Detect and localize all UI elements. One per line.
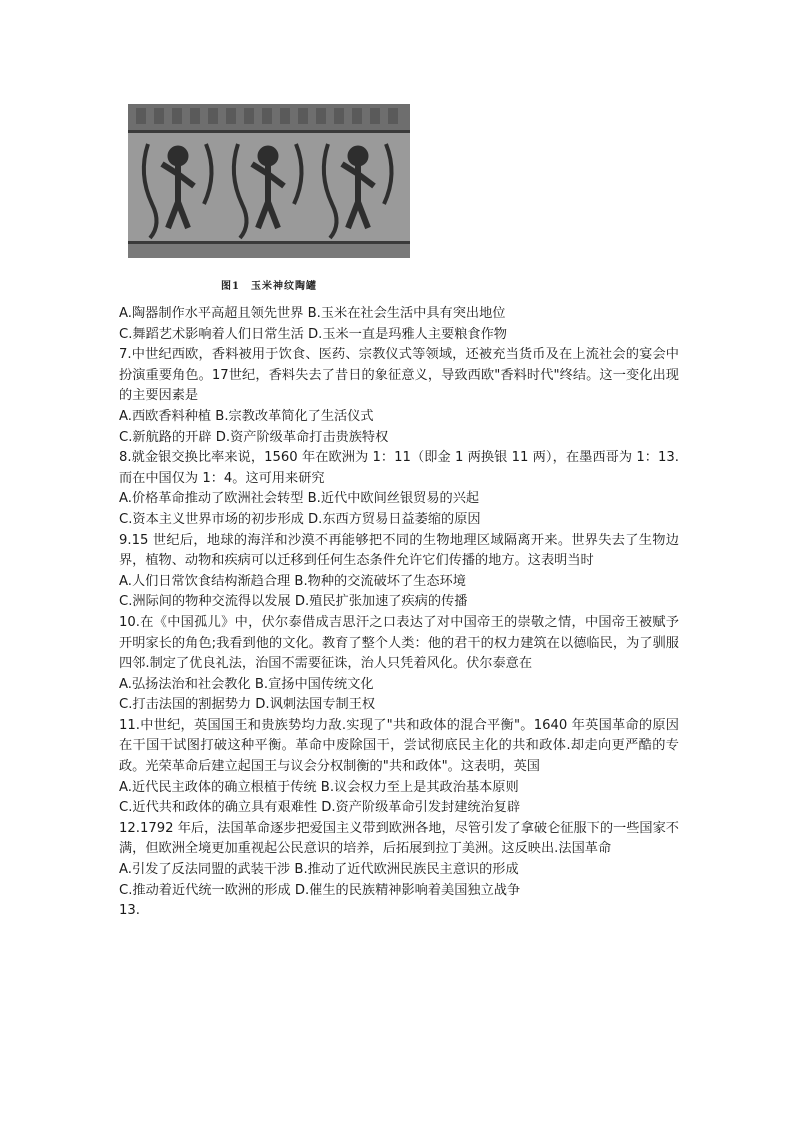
option-line: C.推动着近代统一欧洲的形成 D.催生的民族精神影响着美国独立战争 <box>119 882 521 898</box>
option-line: C.资本主义世界市场的初步形成 D.东西方贸易日益萎缩的原因 <box>119 511 481 527</box>
question-number: 13. <box>119 903 140 919</box>
question-stem: 10.在《中国孤儿》中，伏尔泰借成吉思汗之口表达了对中国帝王的崇敬之情，中国帝王被赋予开明家长的角色;我看到他的文化。教育了整个人类：他的君干的权力建筑在以德临民，为了驯服四邻.制定了优良礼法，治国不需要征诛，治人只凭着风化。伏尔泰意在 <box>119 614 679 672</box>
option-line: A.弘扬法治和社会教化 B.宣扬中国传统文化 <box>119 676 374 692</box>
option-line: C.新航路的开辟 D.资产阶级革命打击贵族特权 <box>119 429 389 445</box>
option-line: C.洲际间的物种交流得以发展 D.殖民扩张加速了疾病的传播 <box>119 594 468 610</box>
question-stem: 11.中世纪，英国国王和贵族势均力敌.实现了"共和政体的混合平衡"。1640 年英国革命的原因在干国干试图打破这种平衡。革命中废除国干，尝试彻底民主化的共和政体.却走向更严酷的专政。光荣革命后建立起国王与议会分权制衡的"共和政体"。这表明，英国 <box>119 717 679 775</box>
maize-god-pottery-relief-icon <box>128 104 410 258</box>
option-line: C.近代共和政体的确立具有艰难性 D.资产阶级革命引发封建统治复辟 <box>119 800 521 816</box>
option-line: A.陶器制作水平高超且领先世界 B.玉米在社会生活中具有突出地位 <box>119 306 506 321</box>
option-line: A.价格革命推动了欧洲社会转型 B.近代中欧间丝银贸易的兴起 <box>119 491 480 507</box>
question-stem: 7.中世纪西欧，香料被用于饮食、医药、宗教仪式等领域，还被充当货币及在上流社会的宴会中扮演重要角色。17世纪，香料失去了昔日的象征意义，导致西欧"香料时代"终结。这一变化出现的主要因素是 <box>119 347 679 404</box>
question-text <box>119 304 679 922</box>
option-line: A.近代民主政体的确立根植于传统 B.议会权力至上是其政治基本原则 <box>119 779 519 795</box>
question-stem: 8.就金银交换比率来说，1560 年在欧洲为 1：11（即金 1 两换银 11 两），在墨西哥为 1：13.而在中国仅为 1：4。这可用来研究 <box>119 450 679 486</box>
option-line: C.打击法国的割据势力 D.讽刺法国专制王权 <box>119 697 376 713</box>
option-line: C.舞蹈艺术影响着人们日常生活 D.玉米一直是玛雅人主要粮食作物 <box>119 326 507 342</box>
option-line: A.引发了反法同盟的武装干涉 B.推动了近代欧洲民族民主意识的形成 <box>119 862 519 878</box>
option-line: A.人们日常饮食结构渐趋合理 B.物种的交流破坏了生态环境 <box>119 573 466 589</box>
figure-caption: 图1 玉米神纹陶罐 <box>221 281 317 292</box>
pottery-figure-image <box>128 104 410 258</box>
question-stem: 9.15 世纪后，地球的海洋和沙漠不再能够把不同的生物地理区域隔离开来。世界失去了生物边界，植物、动物和疾病可以迁移到任何生态条件允许它们传播的地方。这表明当时 <box>119 532 679 569</box>
question-stem: 12.1792 年后，法国革命逐步把爱国主义带到欧洲各地，尽管引发了拿破仑征服下的一些国家不满，但欧洲全境更加重视起公民意识的培养，后拓展到拉丁美洲。这反映出.法国革命 <box>119 820 679 857</box>
option-line: A.西欧香料种植 B.宗教改革简化了生活仪式 <box>119 408 374 424</box>
